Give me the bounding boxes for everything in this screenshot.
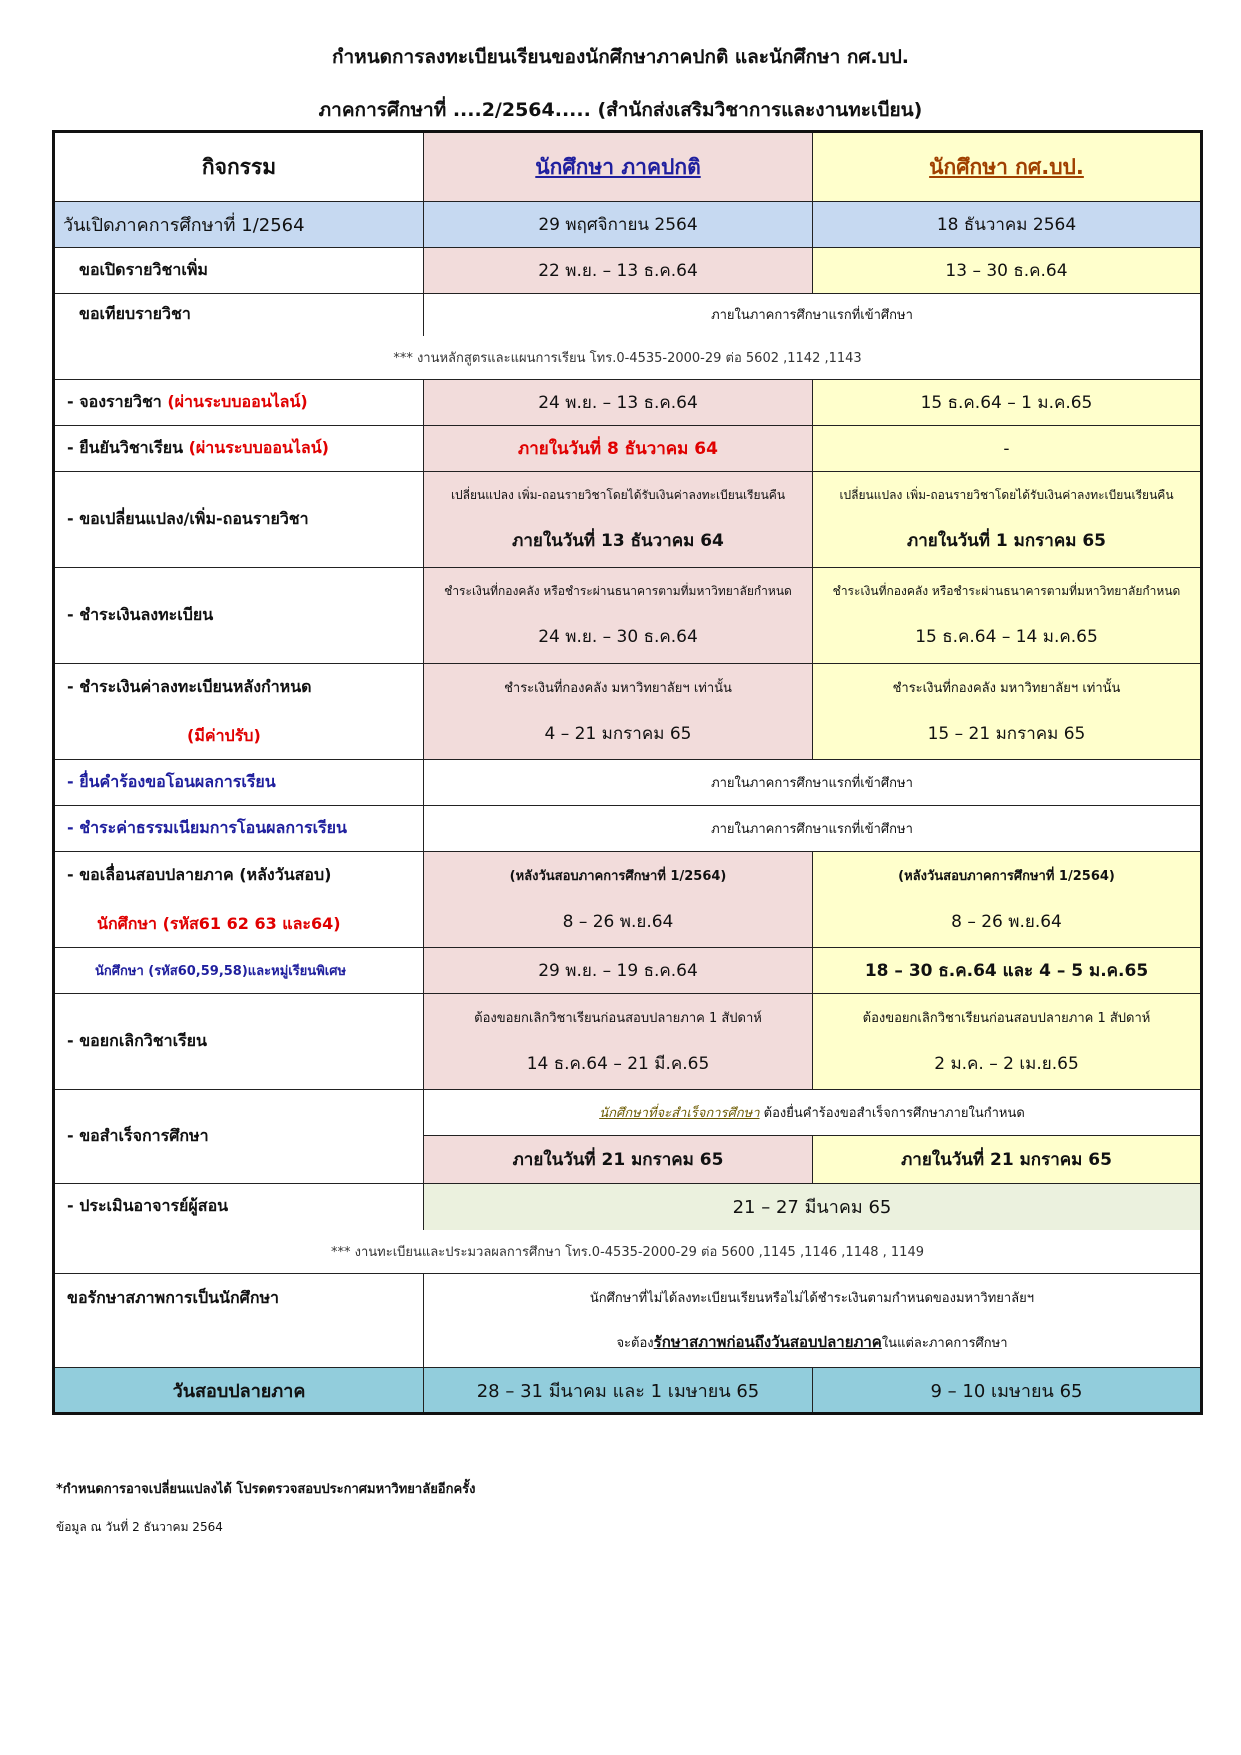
row-reserve [54,380,1202,426]
payment-regular: 24 พ.ย. – 30 ธ.ค.64 [538,626,698,647]
cancel-label: - ขอยกเลิกวิชาเรียน [54,994,424,1090]
fine-note: (มีค่าปรับ) [187,725,261,745]
postpone-note: (หลังวันสอบภาคการศึกษาที่ 1/2564) [898,868,1115,884]
late-payment-label-cell [54,664,424,760]
cancel-regular: 14 ธ.ค.64 – 21 มี.ค.65 [526,1053,710,1074]
late-payment-regular: 4 – 21 มกราคม 65 [544,723,692,744]
postpone-regular-cell [424,852,813,948]
row-maintain [54,1274,1202,1368]
postpone-note: (หลังวันสอบภาคการศึกษาที่ 1/2564) [509,868,727,884]
graduate-regular: ภายในวันที่ 21 มกราคม 65 [424,1136,813,1184]
row-cancel [54,994,1202,1090]
graduate-label: - ขอสำเร็จการศึกษา [54,1090,424,1184]
open-course-regular: 22 พ.ย. – 13 ธ.ค.64 [424,248,813,294]
transfer-request-label: - ยื่นคำร้องขอโอนผลการเรียน [54,760,424,806]
cancel-special-cell [813,994,1202,1090]
postpone-sub-label: นักศึกษา (รหัส61 62 63 และ64) [97,913,341,933]
row-final-exam [54,1368,1202,1414]
graduate-note-link: นักศึกษาที่จะสำเร็จการศึกษา [599,1106,760,1121]
postpone-old-special: 18 – 30 ธ.ค.64 และ 4 – 5 ม.ค.65 [813,948,1202,994]
confirm-label: - ยืนยันวิชาเรียน (ผ่านระบบออนไลน์) [54,426,424,472]
header-regular: นักศึกษา ภาคปกติ [424,132,813,202]
contact-curriculum: *** งานหลักสูตรและแผนการเรียน โทร.0-4535-2000-29 ต่อ 5602 ,1142 ,1143 [54,336,1202,380]
postpone-special-cell [813,852,1202,948]
cancel-note: ต้องขอยกเลิกวิชาเรียนก่อนสอบปลายภาค 1 สัปดาห์ [862,1010,1151,1026]
row-confirm [54,426,1202,472]
cancel-regular-cell [424,994,813,1090]
cancel-note: ต้องขอยกเลิกวิชาเรียนก่อนสอบปลายภาค 1 สัปดาห์ [474,1010,762,1026]
header-row [54,132,1202,202]
header-activity: กิจกรรม [54,132,424,202]
evaluate-label: - ประเมินอาจารย์ผู้สอน [54,1184,424,1230]
confirm-regular: ภายในวันที่ 8 ธันวาคม 64 [424,426,813,472]
postpone-old-regular: 29 พ.ย. – 19 ธ.ค.64 [424,948,813,994]
open-course-special: 13 – 30 ธ.ค.64 [813,248,1202,294]
row-transfer-request [54,760,1202,806]
graduate-special: ภายในวันที่ 21 มกราคม 65 [813,1136,1202,1184]
open-course-label: ขอเปิดรายวิชาเพิ่ม [54,248,424,294]
final-exam-label: วันสอบปลายภาค [54,1368,424,1414]
late-payment-regular-cell [424,664,813,760]
late-payment-special: 15 – 21 มกราคม 65 [927,723,1086,744]
schedule-table [52,130,1203,1415]
row-change [54,472,1202,568]
page-subtitle: ภาคการศึกษาที่ ....2/2564..... (สำนักส่งเสริมวิชาการและงานทะเบียน) [318,99,923,121]
change-special: ภายในวันที่ 1 มกราคม 65 [906,530,1106,551]
row-equivalence [54,294,1202,336]
maintain-line2: จะต้องรักษาสภาพก่อนถึงวันสอบปลายภาคในแต่ละภาคการศึกษา [616,1333,1008,1351]
change-regular-cell [424,472,813,568]
open-term-label: วันเปิดภาคการศึกษาที่ 1/2564 [54,202,424,248]
payment-note: ชำระเงินที่กองคลัง หรือชำระผ่านธนาคารตามที่มหาวิทยาลัยกำหนด [444,583,792,598]
reserve-regular: 24 พ.ย. – 13 ธ.ค.64 [424,380,813,426]
change-regular: ภายในวันที่ 13 ธันวาคม 64 [512,530,724,551]
maintain-label: ขอรักษาสภาพการเป็นนักศึกษา [54,1274,424,1368]
row-open-course [54,248,1202,294]
row-contact2 [54,1230,1202,1274]
graduate-note: นักศึกษาที่จะสำเร็จการศึกษา ต้องยื่นคำร้องขอสำเร็จการศึกษาภายในกำหนด [424,1090,1202,1136]
late-payment-special-cell [813,664,1202,760]
row-payment [54,568,1202,664]
transfer-request-value: ภายในภาคการศึกษาแรกที่เข้าศึกษา [424,760,1202,806]
row-contact1 [54,336,1202,380]
change-note: เปลี่ยนแปลง เพิ่ม-ถอนรายวิชาโดยได้รับเงินค่าลงทะเบียนเรียนคืน [450,487,786,502]
postpone-old-label: นักศึกษา (รหัส60,59,58)และหมู่เรียนพิเศษ [54,948,424,994]
final-exam-regular: 28 – 31 มีนาคม และ 1 เมษายน 65 [424,1368,813,1414]
row-graduate-note [54,1090,1202,1136]
online-note: (ผ่านระบบออนไลน์) [167,392,308,411]
open-term-regular: 29 พฤศจิกายน 2564 [424,202,813,248]
late-payment-label: - ชำระเงินค่าลงทะเบียนหลังกำหนด [67,676,312,696]
equivalence-value: ภายในภาคการศึกษาแรกที่เข้าศึกษา [424,294,1202,336]
cancel-special: 2 ม.ค. – 2 เม.ย.65 [934,1053,1079,1074]
footnote: *กำหนดการอาจเปลี่ยนแปลงได้ โปรดตรวจสอบประกาศมหาวิทยาลัยอีกครั้ง [56,1482,476,1497]
payment-regular-cell [424,568,813,664]
change-note: เปลี่ยนแปลง เพิ่ม-ถอนรายวิชาโดยได้รับเงินค่าลงทะเบียนเรียนคืน [839,487,1174,502]
reserve-label: - จองรายวิชา (ผ่านระบบออนไลน์) [54,380,424,426]
maintain-line1: นักศึกษาที่ไม่ได้ลงทะเบียนเรียนหรือไม่ได้ชำระเงินตามกำหนดของมหาวิทยาลัยฯ [589,1291,1035,1306]
evaluate-value: 21 – 27 มีนาคม 65 [424,1184,1202,1230]
page-title: กำหนดการลงทะเบียนเรียนของนักศึกษาภาคปกติ และนักศึกษา กศ.บป. [332,46,909,68]
final-exam-special: 9 – 10 เมษายน 65 [813,1368,1202,1414]
online-note: (ผ่านระบบออนไลน์) [188,438,329,457]
data-date: ข้อมูล ณ วันที่ 2 ธันวาคม 2564 [56,1520,223,1534]
transfer-fee-value: ภายในภาคการศึกษาแรกที่เข้าศึกษา [424,806,1202,852]
row-transfer-fee [54,806,1202,852]
late-payment-note: ชำระเงินที่กองคลัง มหาวิทยาลัยฯ เท่านั้น [504,680,732,696]
transfer-fee-label: - ชำระค่าธรรมเนียมการโอนผลการเรียน [54,806,424,852]
header-special: นักศึกษา กศ.บป. [813,132,1202,202]
contact-registrar: *** งานทะเบียนและประมวลผลการศึกษา โทร.0-4535-2000-29 ต่อ 5600 ,1145 ,1146 ,1148 , 1149 [54,1230,1202,1274]
maintain-cell [424,1274,1202,1368]
payment-note: ชำระเงินที่กองคลัง หรือชำระผ่านธนาคารตามที่มหาวิทยาลัยกำหนด [832,583,1181,598]
row-open-term [54,202,1202,248]
postpone-label: - ขอเลื่อนสอบปลายภาค (หลังวันสอบ) [67,864,332,884]
postpone-label-cell [54,852,424,948]
payment-special: 15 ธ.ค.64 – 14 ม.ค.65 [915,626,1098,647]
postpone-special: 8 – 26 พ.ย.64 [951,911,1062,932]
maintain-link: รักษาสภาพก่อนถึงวันสอบปลายภาค [653,1333,882,1351]
row-late-payment [54,664,1202,760]
late-payment-note: ชำระเงินที่กองคลัง มหาวิทยาลัยฯ เท่านั้น [892,680,1121,696]
open-term-special: 18 ธันวาคม 2564 [813,202,1202,248]
row-postpone-old [54,948,1202,994]
change-special-cell [813,472,1202,568]
postpone-regular: 8 – 26 พ.ย.64 [562,911,674,932]
payment-label: - ชำระเงินลงทะเบียน [54,568,424,664]
confirm-special: - [813,426,1202,472]
reserve-special: 15 ธ.ค.64 – 1 ม.ค.65 [813,380,1202,426]
equivalence-label: ขอเทียบรายวิชา [54,294,424,336]
payment-special-cell [813,568,1202,664]
row-postpone [54,852,1202,948]
change-label: - ขอเปลี่ยนแปลง/เพิ่ม-ถอนรายวิชา [54,472,424,568]
row-evaluate [54,1184,1202,1230]
